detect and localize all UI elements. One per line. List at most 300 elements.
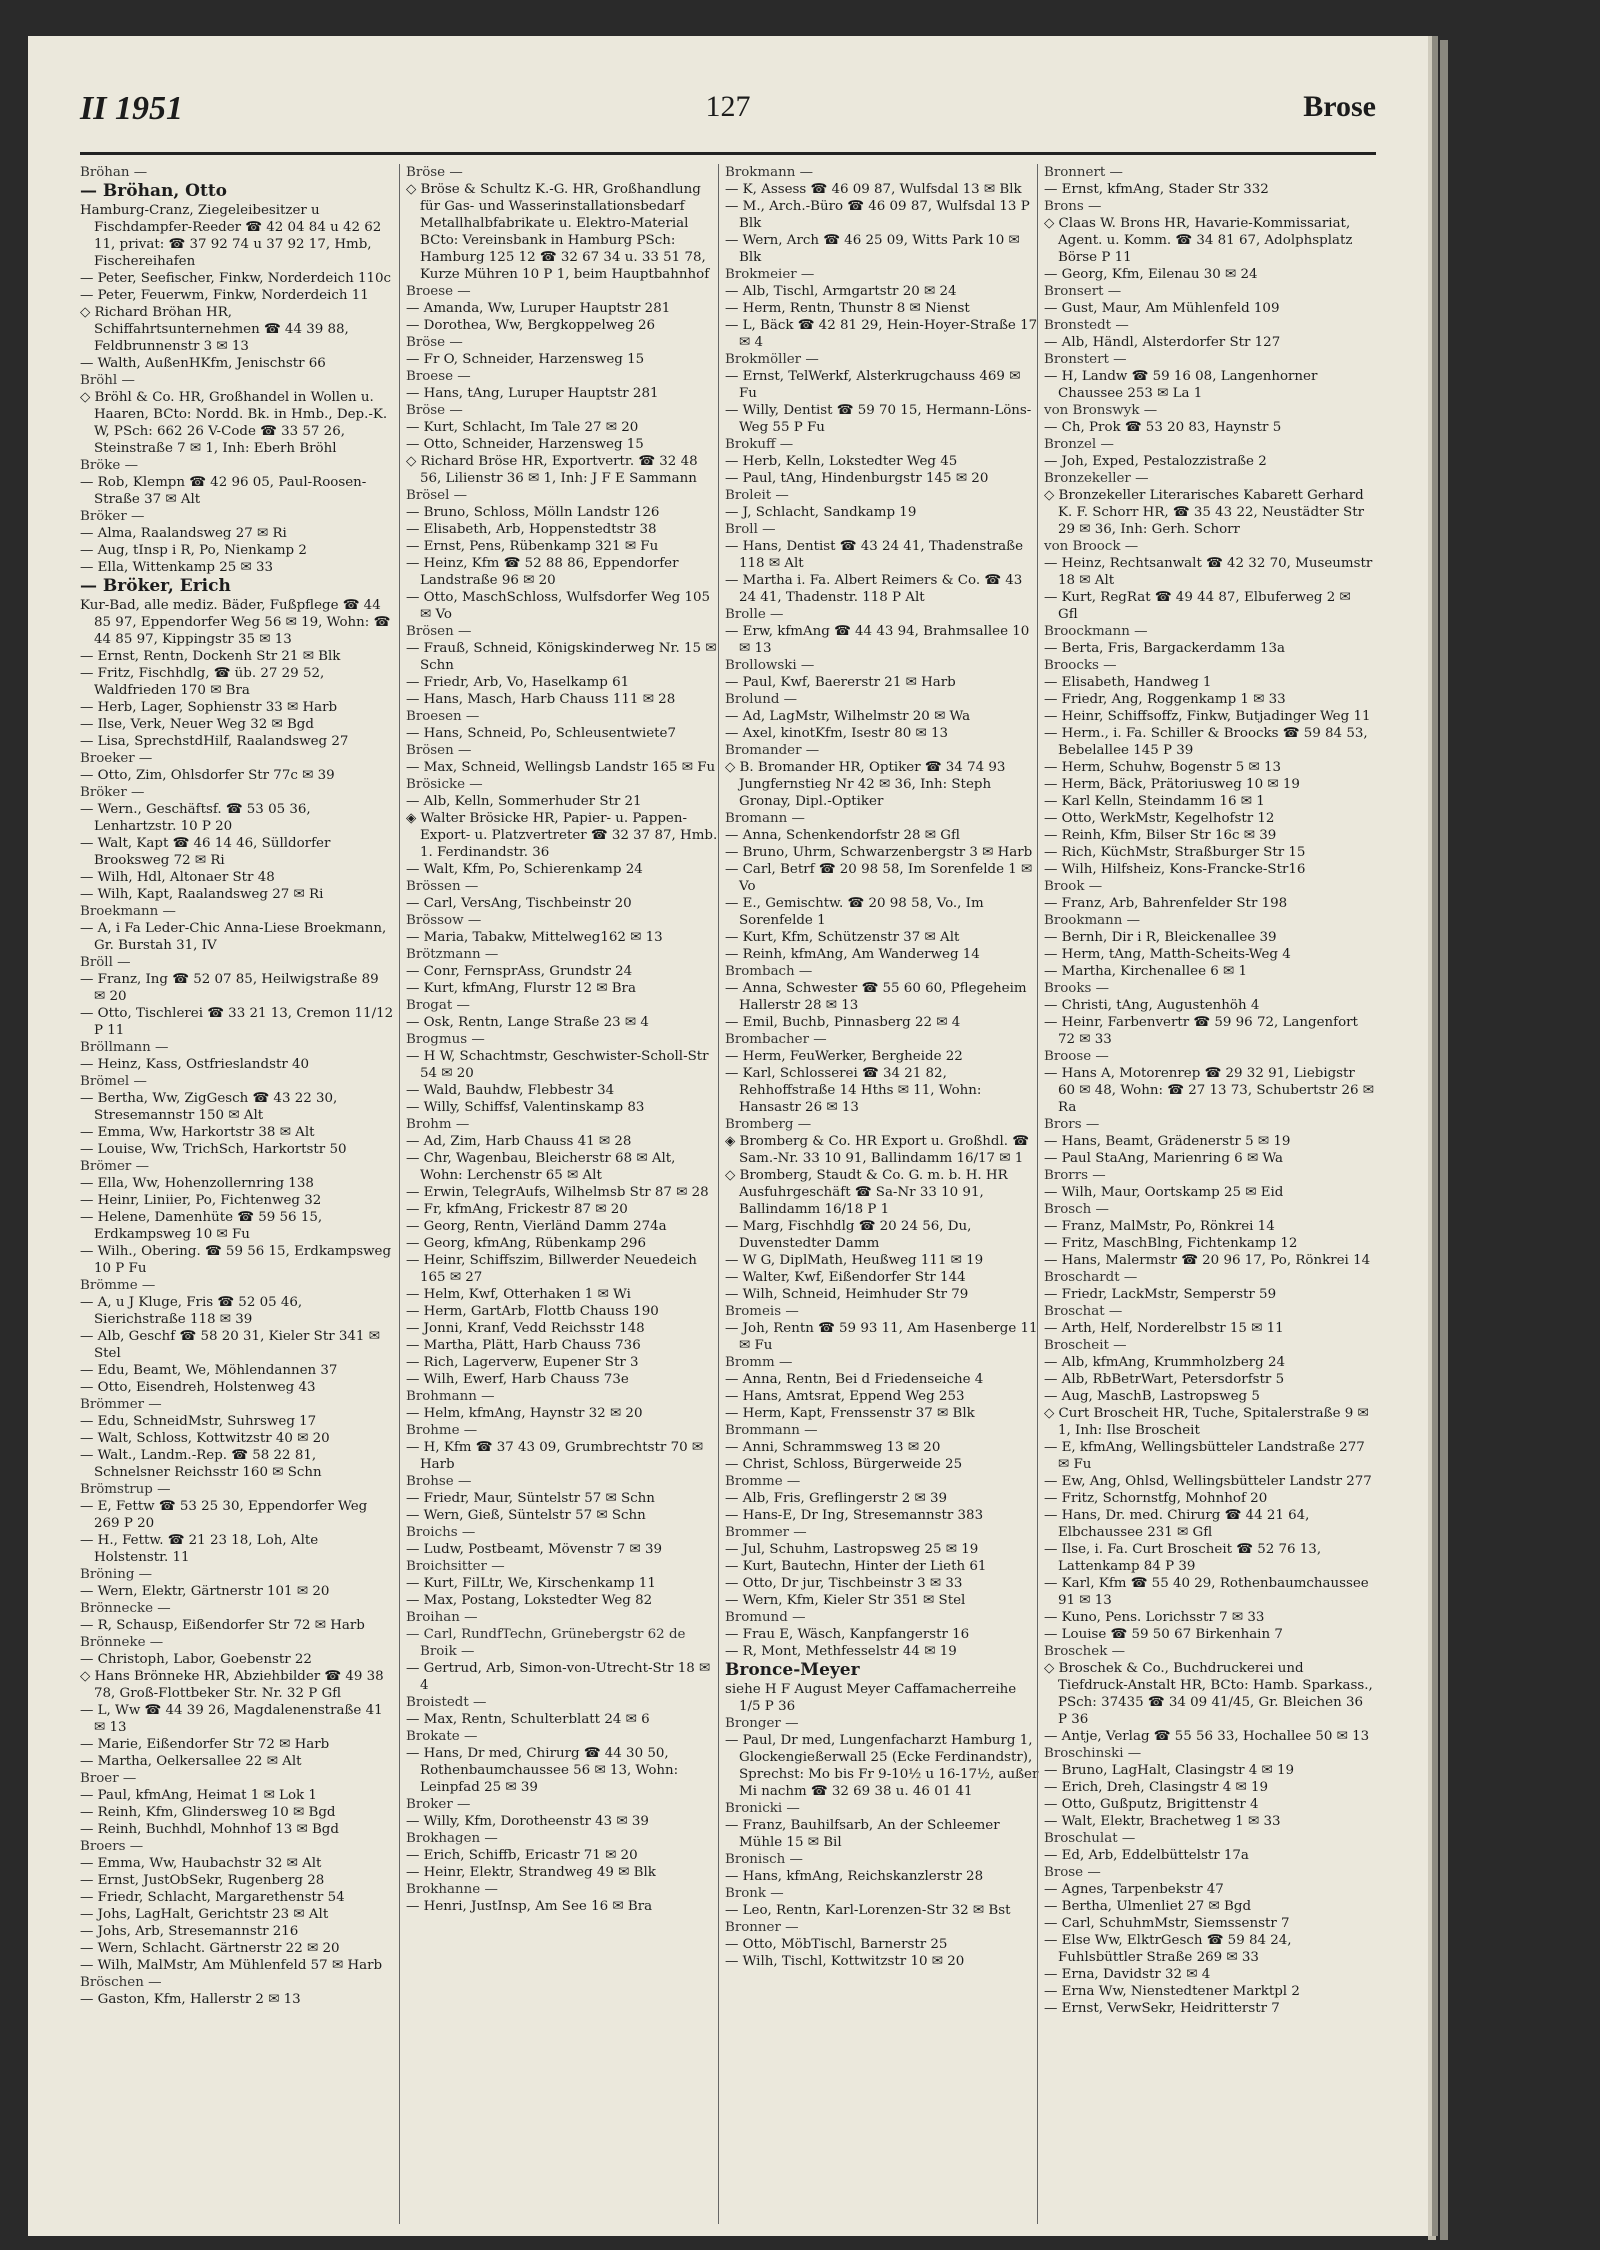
directory-entry: ◇ Bröhl & Co. HR, Großhandel in Wollen u. Haaren, BCto: Nordd. Bk. in Hmb., Dep.-K. W, PSch: 662 26 V-Code ☎ 33 57 26, Steinstraße 7 ✉ 1, Inh: Eberh Bröhl	[80, 390, 388, 456]
directory-entry: — Reinh, Kfm, Glindersweg 10 ✉ Bgd	[80, 1805, 336, 1820]
directory-entry: — Osk, Rentn, Lange Straße 23 ✉ 4	[406, 1015, 649, 1030]
directory-entry: — Rich, KüchMstr, Straßburger Str 15	[1044, 845, 1306, 860]
directory-entry: — Georg, Rentn, Vierländ Damm 274a	[406, 1219, 667, 1234]
directory-entry: — Christi, tAng, Augustenhöh 4	[1044, 998, 1260, 1013]
directory-entry: — Kurt, Schlacht, Im Tale 27 ✉ 20	[406, 420, 639, 435]
column-4	[1037, 164, 1374, 2224]
directory-entry: Broichs —	[406, 1525, 476, 1540]
directory-entry: — Heinz, Kfm ☎ 52 88 86, Eppendorfer Landstraße 96 ✉ 20	[406, 556, 679, 588]
directory-entry: — Reinh, kfmAng, Am Wanderweg 14	[725, 947, 980, 962]
directory-entry: — Otto, MöbTischl, Barnerstr 25	[725, 1937, 948, 1952]
directory-entry: ◇ Claas W. Brons HR, Havarie-Kommissariat, Agent. u. Komm. ☎ 34 81 67, Adolphsplatz Börse P 11	[1044, 216, 1353, 265]
directory-entry: Bronzekeller —	[1044, 471, 1149, 486]
directory-entry: — Erich, Dreh, Clasingstr 4 ✉ 19	[1044, 1780, 1269, 1795]
directory-entry: — Wilh, Ewerf, Harb Chauss 73e	[406, 1372, 629, 1387]
directory-entry: — Herm, Schuhw, Bogenstr 5 ✉ 13	[1044, 760, 1282, 775]
directory-entry: Bronzel —	[1044, 437, 1114, 452]
directory-entry: — Otto, Schneider, Harzensweg 15	[406, 437, 644, 452]
directory-entry: Broll —	[725, 522, 776, 537]
directory-entry: Bromund —	[725, 1610, 806, 1625]
directory-entry: Brolund —	[725, 692, 798, 707]
directory-entry: Broschat —	[1044, 1304, 1123, 1319]
directory-entry: — Wilh, Hdl, Altonaer Str 48	[80, 870, 275, 885]
directory-entry: — Emil, Buchb, Pinnasberg 22 ✉ 4	[725, 1015, 961, 1030]
directory-entry: Bröker —	[80, 785, 145, 800]
directory-entry: — Heinz, Kass, Ostfrieslandstr 40	[80, 1057, 310, 1072]
directory-entry: — Walt, Elektr, Brachetweg 1 ✉ 33	[1044, 1814, 1281, 1829]
directory-entry: — Hans, kfmAng, Reichskanzlerstr 28	[725, 1869, 984, 1884]
directory-entry: Broer —	[80, 1771, 137, 1786]
directory-entry: — Wilh, Maur, Oortskamp 25 ✉ Eid	[1044, 1185, 1284, 1200]
directory-entry: — Ludw, Postbeamt, Mövenstr 7 ✉ 39	[406, 1542, 663, 1557]
directory-entry: — Alb, RbBetrWart, Petersdorfstr 5	[1044, 1372, 1285, 1387]
directory-entry: — Gertrud, Arb, Simon-von-Utrecht-Str 18 ✉ 4	[406, 1661, 711, 1693]
directory-entry: — H, Kfm ☎ 37 43 09, Grumbrechtstr 70 ✉ Harb	[406, 1440, 704, 1472]
directory-columns	[80, 164, 1376, 2224]
directory-entry: Broihan —	[406, 1610, 478, 1625]
directory-entry: ◇ Bröse & Schultz K.-G. HR, Großhandlung für Gas- und Wasserinstallationsbedarf Metallhalbfabrikate u. Elektro-Material BCto: Vereinsbank in Hamburg PSch: Hamburg 125 12 ☎ 32 67 34 u. 33 51 78, Kurze Mühren 10 P 1, beim Hauptbahnhof	[406, 182, 710, 282]
directory-entry: — Wilh, Kapt, Raalandsweg 27 ✉ Ri	[80, 887, 324, 902]
directory-entry: Broschulat —	[1044, 1831, 1136, 1846]
directory-entry: — Arth, Helf, Norderelbstr 15 ✉ 11	[1044, 1321, 1284, 1336]
directory-entry: — Wilh., Obering. ☎ 59 56 15, Erdkampsweg 10 P Fu	[80, 1244, 392, 1276]
directory-entry: — Herb, Kelln, Lokstedter Weg 45	[725, 454, 958, 469]
directory-entry: Bronnert —	[1044, 165, 1123, 180]
directory-entry: Brook —	[1044, 879, 1103, 894]
directory-entry: Bronstert —	[1044, 352, 1127, 367]
directory-entry: Broschinski —	[1044, 1746, 1142, 1761]
directory-entry: — Wald, Bauhdw, Flebbestr 34	[406, 1083, 615, 1098]
directory-entry: — Leo, Rentn, Karl-Lorenzen-Str 32 ✉ Bst	[725, 1903, 1011, 1918]
directory-entry: ◇ Richard Bröse HR, Exportvertr. ☎ 32 48 56, Lilienstr 36 ✉ 1, Inh: J F E Sammann	[406, 454, 698, 486]
directory-entry: — Franz, Ing ☎ 52 07 85, Heilwigstraße 89 ✉ 20	[80, 972, 379, 1004]
directory-entry: — Otto, WerkMstr, Kegelhofstr 12	[1044, 811, 1275, 826]
directory-entry: Brösel —	[406, 488, 468, 503]
directory-entry: — Emma, Ww, Haubachstr 32 ✉ Alt	[80, 1856, 322, 1871]
directory-entry: — Wern, Arch ☎ 46 25 09, Witts Park 10 ✉ Blk	[725, 233, 1020, 265]
directory-entry: — H, Landw ☎ 59 16 08, Langenhorner Chaussee 253 ✉ La 1	[1044, 369, 1318, 401]
directory-entry: Brooks —	[1044, 981, 1109, 996]
directory-entry: — Otto, Eisendreh, Holstenweg 43	[80, 1380, 316, 1395]
directory-entry: Bromander —	[725, 743, 820, 758]
directory-entry: ◇ Broschek & Co., Buchdruckerei und Tiefdruck-Anstalt HR, BCto: Hamb. Sparkass., PSch: 37435 ☎ 34 09 41/45, Gr. Bleichen 36 P 36	[1044, 1661, 1373, 1727]
directory-entry: — Ernst, kfmAng, Stader Str 332	[1044, 182, 1269, 197]
directory-entry: Brosch —	[1044, 1202, 1109, 1217]
directory-entry: Broschardt —	[1044, 1270, 1138, 1285]
directory-entry: — Martha, Kirchenallee 6 ✉ 1	[1044, 964, 1248, 979]
directory-entry: — Henri, JustInsp, Am See 16 ✉ Bra	[406, 1899, 653, 1914]
directory-entry: — Carl, SchuhmMstr, Siemssenstr 7	[1044, 1916, 1290, 1931]
directory-entry: — Conr, FernsprAss, Grundstr 24	[406, 964, 633, 979]
directory-entry: — Ad, Zim, Harb Chauss 41 ✉ 28	[406, 1134, 632, 1149]
directory-entry: Bromann —	[725, 811, 805, 826]
directory-entry: — Herm, Kapt, Frenssenstr 37 ✉ Blk	[725, 1406, 975, 1421]
directory-entry: — Walt, Kapt ☎ 46 14 46, Sülldorfer Brooksweg 72 ✉ Ri	[80, 836, 331, 868]
directory-entry: — Max, Rentn, Schulterblatt 24 ✉ 6	[406, 1712, 650, 1727]
directory-entry: — Hans, Schneid, Po, Schleusentwiete7	[406, 726, 676, 741]
directory-entry: — Helene, Damenhüte ☎ 59 56 15, Erdkampsweg 10 ✉ Fu	[80, 1210, 323, 1242]
directory-entry: — Wern, Gieß, Süntelstr 57 ✉ Schn	[406, 1508, 646, 1523]
directory-entry: — Aug, tInsp i R, Po, Nienkamp 2	[80, 543, 307, 558]
directory-entry: — Wern, Elektr, Gärtnerstr 101 ✉ 20	[80, 1584, 330, 1599]
directory-entry: — Elisabeth, Handweg 1	[1044, 675, 1212, 690]
directory-entry: — Hans, Dentist ☎ 43 24 41, Thadenstraße 118 ✉ Alt	[725, 539, 1024, 571]
directory-entry: — Kuno, Pens. Lorichsstr 7 ✉ 33	[1044, 1610, 1265, 1625]
directory-entry: — Erich, Schiffb, Ericastr 71 ✉ 20	[406, 1848, 638, 1863]
directory-entry: — Louise, Ww, TrichSch, Harkortstr 50	[80, 1142, 347, 1157]
directory-entry: — Wilh, Tischl, Kottwitzstr 10 ✉ 20	[725, 1954, 965, 1969]
directory-entry: — Franz, MalMstr, Po, Rönkrei 14	[1044, 1219, 1275, 1234]
directory-entry: — Heinr, Elektr, Strandweg 49 ✉ Blk	[406, 1865, 656, 1880]
directory-entry: Bröning —	[80, 1567, 153, 1582]
directory-entry: — Ch, Prok ☎ 53 20 83, Haynstr 5	[1044, 420, 1282, 435]
directory-entry: — Ed, Arb, Eddelbüttelstr 17a	[1044, 1848, 1249, 1863]
directory-entry: Brolle —	[725, 607, 784, 622]
directory-entry: — Otto, MaschSchloss, Wulfsdorfer Weg 105 ✉ Vo	[406, 590, 711, 622]
directory-entry: — Friedr, Ang, Roggenkamp 1 ✉ 33	[1044, 692, 1286, 707]
directory-entry: — Erna Ww, Nienstedtener Marktpl 2	[1044, 1984, 1300, 1999]
directory-entry: Brose —	[1044, 1865, 1101, 1880]
directory-entry: Brössen —	[406, 879, 479, 894]
directory-entry: — Heinr, Schiffszim, Billwerder Neuedeich 165 ✉ 27	[406, 1253, 697, 1285]
directory-entry: Brookmann —	[1044, 913, 1141, 928]
directory-entry: — Alb, Kelln, Sommerhuder Str 21	[406, 794, 642, 809]
directory-entry: — Rob, Klempn ☎ 42 96 05, Paul-Roosen-Straße 37 ✉ Alt	[80, 475, 367, 507]
directory-entry: — Ilse, i. Fa. Curt Broscheit ☎ 52 76 13, Lattenkamp 84 P 39	[1044, 1542, 1322, 1574]
directory-entry: — Alb, Tischl, Armgartstr 20 ✉ 24	[725, 284, 957, 299]
directory-entry: — Ella, Ww, Hohenzollernring 138	[80, 1176, 314, 1191]
directory-entry: — Herm, FeuWerker, Bergheide 22	[725, 1049, 963, 1064]
directory-entry: — Fritz, MaschBlng, Fichtenkamp 12	[1044, 1236, 1298, 1251]
directory-entry: — E, Fettw ☎ 53 25 30, Eppendorfer Weg 269 P 20	[80, 1499, 368, 1531]
directory-entry: — Franz, Arb, Bahrenfelder Str 198	[1044, 896, 1288, 911]
directory-entry: — Reinh, Kfm, Bilser Str 16c ✉ 39	[1044, 828, 1277, 843]
directory-entry: Brötzmann —	[406, 947, 499, 962]
directory-entry: Broesen —	[406, 709, 480, 724]
directory-entry: ◇ Hans Brönneke HR, Abziehbilder ☎ 49 38 78, Groß-Flottbeker Str. Nr. 32 P Gfl	[80, 1669, 384, 1701]
directory-entry: — Friedr, Arb, Vo, Haselkamp 61	[406, 675, 630, 690]
directory-page	[28, 36, 1428, 2236]
directory-entry: Bronisch —	[725, 1852, 803, 1867]
directory-entry: von Broock —	[1044, 539, 1139, 554]
directory-entry: ◇ Richard Bröhan HR, Schiffahrtsunternehmen ☎ 44 39 88, Feldbrunnenstr 3 ✉ 13	[80, 305, 349, 354]
directory-entry: Brokate —	[406, 1729, 478, 1744]
directory-entry: — Ernst, Rentn, Dockenh Str 21 ✉ Blk	[80, 649, 341, 664]
directory-entry: — Jul, Schuhm, Lastropsweg 25 ✉ 19	[725, 1542, 979, 1557]
directory-entry: — Willy, Kfm, Dorotheenstr 43 ✉ 39	[406, 1814, 649, 1829]
directory-entry: — Walt, Schloss, Kottwitzstr 40 ✉ 20	[80, 1431, 330, 1446]
directory-entry: — Ernst, Pens, Rübenkamp 321 ✉ Fu	[406, 539, 659, 554]
directory-entry: — Alb, Fris, Greflingerstr 2 ✉ 39	[725, 1491, 948, 1506]
directory-entry: — Maria, Tabakw, Mittelweg162 ✉ 13	[406, 930, 663, 945]
directory-entry: — Louise ☎ 59 50 67 Birkenhain 7	[1044, 1627, 1283, 1642]
directory-entry: — Alb, Geschf ☎ 58 20 31, Kieler Str 341 ✉ Stel	[80, 1329, 380, 1361]
page-edge	[1440, 40, 1448, 2240]
directory-entry: — Bruno, Schloss, Mölln Landstr 126	[406, 505, 660, 520]
directory-entry: — Berta, Fris, Bargackerdamm 13a	[1044, 641, 1285, 656]
directory-entry: Broleit —	[725, 488, 789, 503]
directory-entry: — Friedr, Schlacht, Margarethenstr 54	[80, 1890, 345, 1905]
directory-entry: Brokuff —	[725, 437, 794, 452]
directory-entry: ◈ Walter Brösicke HR, Papier- u. Pappen- Export- u. Platzvertreter ☎ 32 37 87, Hmb. 1. Ferdinandstr. 36	[406, 811, 718, 860]
directory-entry: Brombacher —	[725, 1032, 827, 1047]
directory-entry: Brösen —	[406, 624, 472, 639]
directory-entry: — Georg, kfmAng, Rübenkamp 296	[406, 1236, 646, 1251]
directory-entry: — Ad, LagMstr, Wilhelmstr 20 ✉ Wa	[725, 709, 971, 724]
directory-entry: Bröke —	[80, 458, 138, 473]
directory-entry: — Paul StaAng, Marienring 6 ✉ Wa	[1044, 1151, 1284, 1166]
directory-entry: — Erw, kfmAng ☎ 44 43 94, Brahmsallee 10 ✉ 13	[725, 624, 1030, 656]
directory-entry: Bröse —	[406, 335, 463, 350]
directory-entry: — Karl Kelln, Steindamm 16 ✉ 1	[1044, 794, 1265, 809]
directory-entry: Bröhan —	[80, 165, 148, 180]
directory-entry: Kur-Bad, alle mediz. Bäder, Fußpflege ☎ 44 85 97, Eppendorfer Weg 56 ✉ 19, Wohn: ☎ 44 85 97, Kippingstr 35 ✉ 13	[80, 598, 391, 647]
directory-entry: — Joh, Rentn ☎ 59 93 11, Am Hasenberge 11 ✉ Fu	[725, 1321, 1038, 1353]
directory-entry: — Paul, Kwf, Baererstr 21 ✉ Harb	[725, 675, 956, 690]
directory-entry: Brohme —	[406, 1423, 478, 1438]
directory-entry: — Karl, Schlosserei ☎ 34 21 82, Rehhoffstraße 14 Hths ✉ 11, Wohn: Hansastr 26 ✉ 13	[725, 1066, 982, 1115]
header-keyword: Brose	[1303, 90, 1376, 123]
directory-entry: Bröllmann —	[80, 1040, 169, 1055]
directory-entry: Brönnecke —	[80, 1601, 171, 1616]
directory-entry: — Hans, Masch, Harb Chauss 111 ✉ 28	[406, 692, 676, 707]
directory-entry: — Jonni, Kranf, Vedd Reichsstr 148	[406, 1321, 645, 1336]
directory-entry: — Walter, Kwf, Eißendorfer Str 144	[725, 1270, 966, 1285]
directory-entry: — Hans, tAng, Luruper Hauptstr 281	[406, 386, 659, 401]
directory-entry: — Bröhan, Otto	[80, 181, 228, 201]
directory-entry: — Axel, kinotKfm, Isestr 80 ✉ 13	[725, 726, 949, 741]
directory-entry: Brokmöller —	[725, 352, 819, 367]
directory-entry: — Joh, Exped, Pestalozzistraße 2	[1044, 454, 1267, 469]
directory-entry: — Paul, Dr med, Lungenfacharzt Hamburg 1, Glockengießerwall 25 (Ecke Ferdinandstr), Sprechst: Mo bis Fr 9-10½ u 16-17½, außer Mi nachm ☎ 32 69 38 u. 46 01 41	[725, 1733, 1039, 1799]
directory-entry: Brogmus —	[406, 1032, 485, 1047]
directory-entry: — Hans, Amtsrat, Eppend Weg 253	[725, 1389, 965, 1404]
directory-entry: — E., Gemischtw. ☎ 20 98 58, Vo., Im Sorenfelde 1	[725, 896, 984, 928]
directory-entry: Bronicki —	[725, 1801, 800, 1816]
directory-entry: — Franz, Bauhilfsarb, An der Schleemer Mühle 15 ✉ Bil	[725, 1818, 1000, 1850]
page-edge	[1428, 40, 1436, 2240]
directory-entry: Brors —	[1044, 1117, 1100, 1132]
directory-entry: Brohm —	[406, 1117, 470, 1132]
header-volume-year: II 1951	[80, 90, 183, 127]
directory-entry: — Kurt, FilLtr, We, Kirschenkamp 11	[406, 1576, 656, 1591]
directory-entry: — Max, Postang, Lokstedter Weg 82	[406, 1593, 653, 1608]
directory-entry: — Heinr, Schiffsoffz, Finkw, Butjadinger Weg 11	[1044, 709, 1371, 724]
directory-entry: — Fr, kfmAng, Frickestr 87 ✉ 20	[406, 1202, 628, 1217]
directory-entry: — Kurt, RegRat ☎ 49 44 87, Elbuferweg 2 ✉ Gfl	[1044, 590, 1351, 622]
directory-entry: Brömer —	[80, 1159, 149, 1174]
directory-entry: Broese —	[406, 284, 471, 299]
directory-entry: Brössow —	[406, 913, 482, 928]
directory-entry: Brösen —	[406, 743, 472, 758]
directory-entry: — Emma, Ww, Harkortstr 38 ✉ Alt	[80, 1125, 315, 1140]
directory-entry: — A, u J Kluge, Fris ☎ 52 05 46, Sierichstraße 118 ✉ 39	[80, 1295, 303, 1327]
directory-entry: — Johs, LagHalt, Gerichtstr 23 ✉ Alt	[80, 1907, 329, 1922]
directory-entry: — Bröker, Erich	[80, 576, 231, 596]
directory-entry: — Edu, SchneidMstr, Suhrsweg 17	[80, 1414, 317, 1429]
directory-entry: Bröker —	[80, 509, 145, 524]
directory-entry: Brogat —	[406, 998, 470, 1013]
directory-entry: Bröse —	[406, 403, 463, 418]
directory-entry: ◇ Bromberg, Staudt & Co. G. m. b. H. HR Ausfuhrgeschäft ☎ Sa-Nr 33 10 91, Ballindamm 16/18 P 1	[725, 1168, 1008, 1217]
directory-entry: — Herb, Lager, Sophienstr 33 ✉ Harb	[80, 700, 338, 715]
directory-entry: — Carl, Betrf ☎ 20 98 58, Im Sorenfelde 1 ✉ Vo	[725, 862, 1033, 894]
directory-entry: Brömmer —	[80, 1397, 162, 1412]
directory-entry: — Willy, Schiffsf, Valentinskamp 83	[406, 1100, 645, 1115]
directory-entry: Bröschen —	[80, 1975, 162, 1990]
directory-entry: Bronner —	[725, 1920, 799, 1935]
directory-entry: — Walt., Landm.-Rep. ☎ 58 22 81, Schnelsner Reichsstr 160 ✉ Schn	[80, 1448, 322, 1480]
directory-entry: — Alb, Händl, Alsterdorfer Str 127	[1044, 335, 1281, 350]
directory-entry: — Bruno, LagHalt, Clasingstr 4 ✉ 19	[1044, 1763, 1295, 1778]
directory-entry: Bromme —	[725, 1474, 801, 1489]
directory-entry: — R, Mont, Methfesselstr 44 ✉ 19	[725, 1644, 957, 1659]
page-header	[80, 82, 1376, 155]
directory-entry: Bromm —	[725, 1355, 793, 1370]
directory-entry: — Hans, Beamt, Grädenerstr 5 ✉ 19	[1044, 1134, 1291, 1149]
directory-entry: — Amanda, Ww, Luruper Hauptstr 281	[406, 301, 671, 316]
directory-entry: — Willy, Dentist ☎ 59 70 15, Hermann-Löns-Weg 55 P Fu	[725, 403, 1032, 435]
directory-entry: — H., Fettw. ☎ 21 23 18, Loh, Alte Holstenstr. 11	[80, 1533, 319, 1565]
directory-entry: — Karl, Kfm ☎ 55 40 29, Rothenbaumchaussee 91 ✉ 13	[1044, 1576, 1369, 1608]
directory-entry: — Marie, Eißendorfer Str 72 ✉ Harb	[80, 1737, 330, 1752]
directory-entry: — Dorothea, Ww, Bergkoppelweg 26	[406, 318, 656, 333]
directory-entry: — Lisa, SprechstdHilf, Raalandsweg 27	[80, 734, 349, 749]
directory-entry: von Bronswyk —	[1044, 403, 1158, 418]
directory-entry: Bröhl —	[80, 373, 135, 388]
directory-entry: — Rich, Lagerverw, Eupener Str 3	[406, 1355, 639, 1370]
directory-entry: Brokhagen —	[406, 1831, 498, 1846]
directory-entry: — Walth, AußenHKfm, Jenischstr 66	[80, 356, 326, 371]
directory-entry: — Ernst, VerwSekr, Heidritterstr 7	[1044, 2001, 1280, 2016]
directory-entry: — Erna, Davidstr 32 ✉ 4	[1044, 1967, 1211, 1982]
directory-entry: Brömme —	[80, 1278, 156, 1293]
directory-entry: — Anna, Rentn, Bei d Friedenseiche 4	[725, 1372, 984, 1387]
directory-entry: — Anni, Schrammsweg 13 ✉ 20	[725, 1440, 941, 1455]
column-1	[80, 164, 394, 2224]
directory-entry: — Georg, Kfm, Eilenau 30 ✉ 24	[1044, 267, 1258, 282]
directory-entry: ◇ Bronzekeller Literarisches Kabarett Gerhard K. F. Schorr HR, ☎ 35 43 22, Neustädter Str 29 ✉ 36, Inh: Gerh. Schorr	[1044, 488, 1364, 537]
directory-entry: — Walt, Kfm, Po, Schierenkamp 24	[406, 862, 643, 877]
directory-entry: Brollowski —	[725, 658, 815, 673]
directory-entry: — Antje, Verlag ☎ 55 56 33, Hochallee 50 ✉ 13	[1044, 1729, 1370, 1744]
directory-entry: — Friedr, LackMstr, Semperstr 59	[1044, 1287, 1277, 1302]
directory-entry: — Bruno, Uhrm, Schwarzenbergstr 3 ✉ Harb	[725, 845, 1033, 860]
directory-entry: Brokmeier —	[725, 267, 815, 282]
directory-entry: — Wern, Schlacht. Gärtnerstr 22 ✉ 20	[80, 1941, 340, 1956]
directory-entry: Brohmann —	[406, 1389, 495, 1404]
directory-entry: — Kurt, Bautechn, Hinter der Lieth 61	[725, 1559, 987, 1574]
directory-entry: Bronstedt —	[1044, 318, 1129, 333]
directory-entry: — Hans, Dr med, Chirurg ☎ 44 30 50, Rothenbaumchaussee 56 ✉ 13, Wohn: Leinpfad 25 ✉ 39	[406, 1746, 679, 1795]
directory-entry: Brommer —	[725, 1525, 807, 1540]
directory-entry: — Bernh, Dir i R, Bleickenallee 39	[1044, 930, 1277, 945]
directory-entry: Brombach —	[725, 964, 813, 979]
directory-entry: — Friedr, Maur, Süntelstr 57 ✉ Schn	[406, 1491, 655, 1506]
directory-entry: Bronk —	[725, 1886, 784, 1901]
directory-entry: Broese —	[406, 369, 471, 384]
directory-entry: — Heinr, Liniier, Po, Fichtenweg 32	[80, 1193, 322, 1208]
directory-entry: — Gust, Maur, Am Mühlenfeld 109	[1044, 301, 1280, 316]
directory-entry: Brokmann —	[725, 165, 813, 180]
directory-entry: Brösicke —	[406, 777, 483, 792]
directory-entry: — Heinz, Rechtsanwalt ☎ 42 32 70, Museumstr 18 ✉ Alt	[1044, 556, 1373, 588]
directory-entry: — Carl, VersAng, Tischbeinstr 20	[406, 896, 632, 911]
directory-entry: — Hans, Malermstr ☎ 20 96 17, Po, Rönkrei 14	[1044, 1253, 1371, 1268]
directory-entry: — Ew, Ang, Ohlsd, Wellingsbütteler Landstr 277	[1044, 1474, 1372, 1489]
directory-entry: — Wilh, MalMstr, Am Mühlenfeld 57 ✉ Harb	[80, 1958, 383, 1973]
directory-entry: — Wern, Kfm, Kieler Str 351 ✉ Stel	[725, 1593, 966, 1608]
directory-entry: Broocks —	[1044, 658, 1117, 673]
column-3	[718, 164, 1039, 2224]
directory-entry: — Anna, Schenkendorfstr 28 ✉ Gfl	[725, 828, 960, 843]
directory-entry: — Martha, Oelkersallee 22 ✉ Alt	[80, 1754, 302, 1769]
directory-entry: Brönneke —	[80, 1635, 164, 1650]
directory-entry: — Fr O, Schneider, Harzensweg 15	[406, 352, 645, 367]
directory-entry: — Christoph, Labor, Goebenstr 22	[80, 1652, 312, 1667]
directory-entry: — Bertha, Ww, ZigGesch ☎ 43 22 30, Stresemannstr 150 ✉ Alt	[80, 1091, 338, 1123]
directory-entry: Bromeis —	[725, 1304, 799, 1319]
directory-entry: — Otto, Zim, Ohlsdorfer Str 77c ✉ 39	[80, 768, 335, 783]
directory-entry: — Frauß, Schneid, Königskinderweg Nr. 15 ✉ Schn	[406, 641, 717, 673]
directory-entry: — Wilh, Schneid, Heimhuder Str 79	[725, 1287, 969, 1302]
directory-entry: Brokhanne —	[406, 1882, 498, 1897]
directory-entry: — Erwin, TelegrAufs, Wilhelmsb Str 87 ✉ 28	[406, 1185, 709, 1200]
directory-entry: — Ella, Wittenkamp 25 ✉ 33	[80, 560, 274, 575]
directory-entry: — Otto, Dr jur, Tischbeinstr 3 ✉ 33	[725, 1576, 963, 1591]
directory-entry: Bronsert —	[1044, 284, 1122, 299]
directory-entry: — Martha, Plätt, Harb Chauss 736	[406, 1338, 641, 1353]
directory-entry: — E, kfmAng, Wellingsbütteler Landstraße 277 ✉ Fu	[1044, 1440, 1365, 1472]
directory-entry: — Agnes, Tarpenbekstr 47	[1044, 1882, 1224, 1897]
directory-entry: — R, Schausp, Eißendorfer Str 72 ✉ Harb	[80, 1618, 365, 1633]
directory-entry: — Max, Schneid, Wellingsb Landstr 165 ✉ Fu	[406, 760, 716, 775]
directory-entry: — H W, Schachtmstr, Geschwister-Scholl-Str 54 ✉ 20	[406, 1049, 709, 1081]
directory-entry: — Marg, Fischhdlg ☎ 20 24 56, Du, Duvenstedter Damm	[725, 1219, 972, 1251]
directory-entry: — Wilh, Hilfsheiz, Kons-Francke-Str16	[1044, 862, 1306, 877]
directory-entry: — A, i Fa Leder-Chic Anna-Liese Broekmann, Gr. Burstah 31, IV	[80, 921, 387, 953]
directory-entry: — W G, DiplMath, Heußweg 111 ✉ 19	[725, 1253, 984, 1268]
directory-entry: — Herm, Bäck, Prätoriusweg 10 ✉ 19	[1044, 777, 1300, 792]
directory-entry: Broker —	[406, 1797, 471, 1812]
directory-entry: — Carl, RundfTechn, Grünebergstr 62 de Broik —	[406, 1627, 686, 1659]
directory-entry: Broichsitter —	[406, 1559, 505, 1574]
directory-entry: — Frau E, Wäsch, Kanpfangerstr 16	[725, 1627, 970, 1642]
directory-entry: — Otto, Gußputz, Brigittenstr 4	[1044, 1797, 1259, 1812]
directory-entry: Broeker —	[80, 751, 153, 766]
directory-entry: — Herm, Rentn, Thunstr 8 ✉ Nienst	[725, 301, 970, 316]
directory-entry: Bronce-Meyer	[725, 1660, 860, 1680]
directory-entry: — Elisabeth, Arb, Hoppenstedtstr 38	[406, 522, 657, 537]
directory-entry: — Herm., i. Fa. Schiller & Broocks ☎ 59 84 53, Bebelallee 145 P 39	[1044, 726, 1368, 758]
directory-entry: — Paul, tAng, Hindenburgstr 145 ✉ 20	[725, 471, 989, 486]
directory-entry: Hamburg-Cranz, Ziegeleibesitzer u Fischdampfer-Reeder ☎ 42 04 84 u 42 62 11, privat: ☎ 37 92 74 u 37 92 17, Hmb, Fischereihafen	[80, 203, 382, 269]
directory-entry: — Hans, Dr. med. Chirurg ☎ 44 21 64, Elbchaussee 231 ✉ Gfl	[1044, 1508, 1310, 1540]
directory-entry: — Anna, Schwester ☎ 55 60 60, Pflegeheim Hallerstr 28 ✉ 13	[725, 981, 1027, 1013]
directory-entry: Brömstrup —	[80, 1482, 171, 1497]
directory-entry: — Fritz, Fischhdlg, ☎ üb. 27 29 52, Waldfrieden 170 ✉ Bra	[80, 666, 325, 698]
directory-entry: Brons —	[1044, 199, 1102, 214]
directory-entry: — Edu, Beamt, We, Möhlendannen 37	[80, 1363, 338, 1378]
directory-entry: — K, Assess ☎ 46 09 87, Wulfsdal 13 ✉ Blk	[725, 182, 1022, 197]
directory-entry: Brohse —	[406, 1474, 472, 1489]
directory-entry: Broers —	[80, 1839, 144, 1854]
directory-entry: — Paul, kfmAng, Heimat 1 ✉ Lok 1	[80, 1788, 317, 1803]
directory-entry: — L, Bäck ☎ 42 81 29, Hein-Hoyer-Straße 17 ✉ 4	[725, 318, 1038, 350]
directory-entry: Broistedt —	[406, 1695, 487, 1710]
directory-entry: — Helm, Kwf, Otterhaken 1 ✉ Wi	[406, 1287, 631, 1302]
directory-entry: — Otto, Tischlerei ☎ 33 21 13, Cremon 11/12 P 11	[80, 1006, 394, 1038]
